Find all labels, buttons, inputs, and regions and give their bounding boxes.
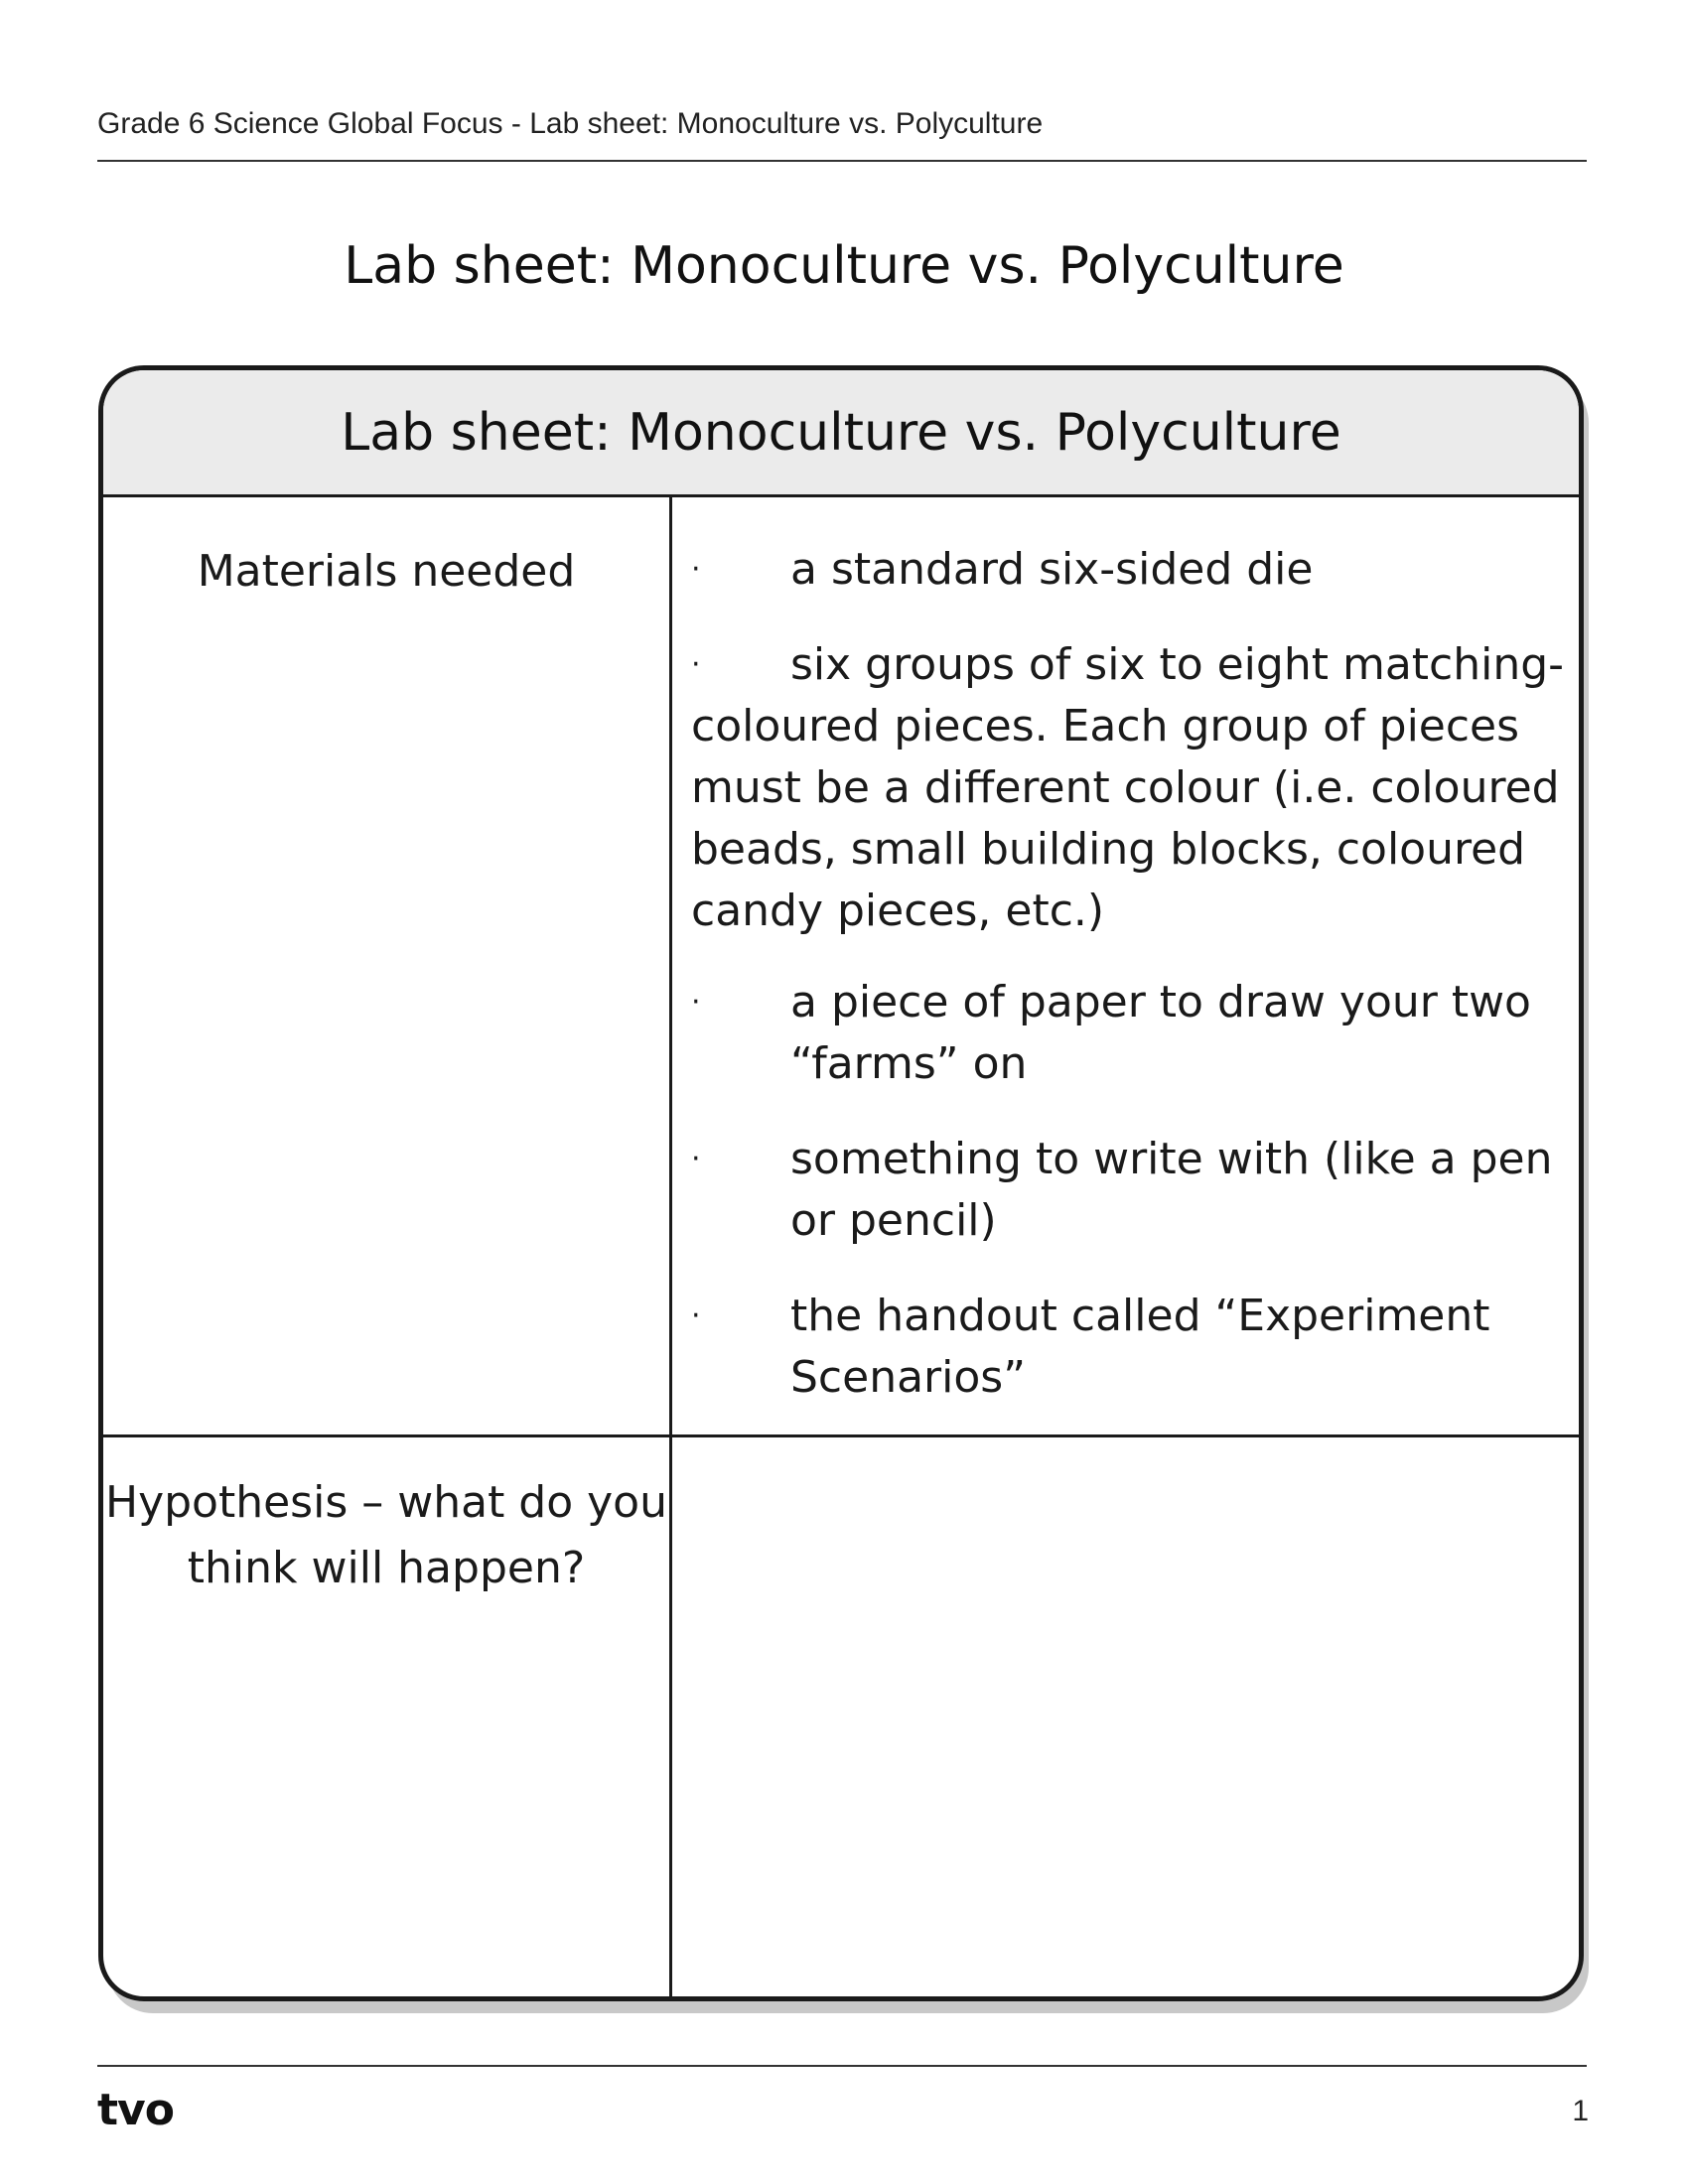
header-divider (97, 160, 1587, 162)
materials-item-text: six groups of six to eight matching-coloured pieces. Each group of pieces must be a different colour (i.e. coloured beads, small building blocks, coloured candy pieces, etc.) (691, 639, 1565, 936)
materials-item (691, 1129, 1565, 1252)
page-title: Lab sheet: Monoculture vs. Polyculture (344, 236, 1344, 296)
column-divider (669, 497, 672, 2001)
materials-item (691, 539, 1565, 601)
tvo-logo: tvo (97, 2085, 174, 2135)
table-header (103, 370, 1579, 497)
materials-item (691, 972, 1565, 1095)
bullet-icon: · (691, 1298, 701, 1333)
table-heading: Lab sheet: Monoculture vs. Polyculture (341, 402, 1341, 463)
page-number: 1 (1572, 2095, 1589, 2127)
bullet-icon: · (691, 1142, 701, 1176)
bullet-icon: · (691, 647, 701, 682)
materials-item (691, 634, 1565, 942)
materials-item (691, 1286, 1565, 1409)
running-header: Grade 6 Science Global Focus - Lab sheet: Monoculture vs. Polyculture (97, 107, 1044, 140)
materials-item-text: something to write with (like a pen or pencil) (790, 1134, 1553, 1246)
footer-divider (97, 2065, 1587, 2067)
materials-item-text: the handout called “Experiment Scenarios” (790, 1291, 1490, 1403)
materials-label: Materials needed (197, 546, 576, 597)
hypothesis-label: Hypothesis – what do you think will happen? (105, 1477, 667, 1593)
materials-item-text: a standard six-sided die (790, 544, 1314, 595)
materials-list (691, 539, 1565, 1442)
materials-item-text: a piece of paper to draw your two “farms” on (790, 977, 1531, 1089)
lab-sheet-table (98, 365, 1584, 2001)
bullet-icon: · (691, 552, 701, 587)
bullet-icon: · (691, 985, 701, 1020)
